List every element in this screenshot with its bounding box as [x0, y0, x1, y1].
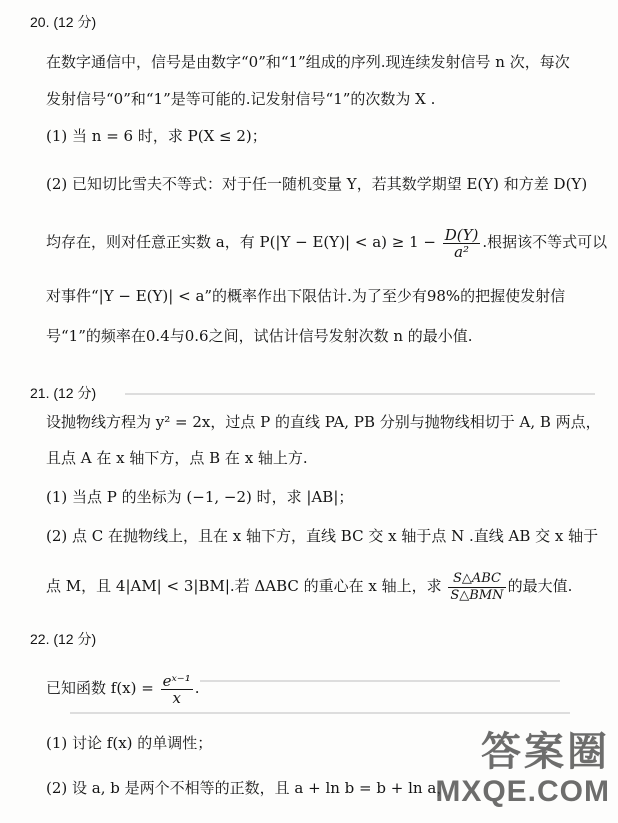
q22-part1: (1) 讨论 f(x) 的单调性； — [46, 734, 213, 752]
q21-part2-line2 — [46, 566, 608, 606]
fraction-numerator: eˣ⁻¹ — [162, 671, 191, 690]
q21-part2-line1: (2) 点 C 在抛物线上，且在 x 轴下方，直线 BC 交 x 轴于点 N .直线 AB 交 x 轴于 — [46, 527, 599, 545]
q21-area-ratio-fraction — [448, 571, 505, 604]
scan-artifact — [200, 680, 560, 682]
q22-part2: (2) 设 a, b 是两个不相等的正数，且 a + ln b = b + ln a， — [46, 779, 452, 797]
q22-function-fraction — [161, 673, 193, 706]
q22-stem — [46, 668, 608, 708]
q20-heading: 20. (12 分) — [30, 14, 97, 30]
q20-part2-line1: (2) 已知切比雪夫不等式：对于任一随机变量 Y，若其数学期望 E(Y) 和方差 D(Y) — [46, 175, 588, 193]
scan-artifact — [70, 712, 570, 714]
q21-condition-text: 点 M，且 4|AM| < 3|BM|.若 ΔABC 的重心在 x 轴上，求 — [46, 577, 442, 595]
q21-part1: (1) 当点 P 的坐标为 (−1, −2) 时，求 |AB|； — [46, 488, 354, 506]
q21-heading: 21. (12 分) — [30, 385, 97, 401]
fraction-denominator: S△BMN — [450, 587, 504, 603]
watermark-url: MXQE.COM — [435, 775, 610, 808]
fraction-numerator: D(Y) — [444, 225, 479, 244]
q22-function-text: 已知函数 f(x) = — [46, 679, 154, 697]
q20-part2-line3: 对事件“|Y − E(Y)| < a”的概率作出下限估计.为了至少有98%的把握使发射信 — [46, 287, 566, 305]
q20-variance-fraction — [443, 227, 481, 260]
q20-stem-line2: 发射信号“0”和“1”是等可能的.记发射信号“1”的次数为 X . — [46, 90, 436, 108]
q20-stem-line1: 在数字通信中，信号是由数字“0”和“1”组成的序列.现连续发射信号 n 次，每次 — [46, 53, 570, 71]
scan-artifact — [125, 393, 595, 395]
q21-stem-line2: 且点 A 在 x 轴下方，点 B 在 x 轴上方. — [46, 449, 308, 467]
fraction-denominator: x — [172, 688, 181, 707]
q22-function-tail: . — [194, 679, 200, 697]
q20-part1: (1) 当 n = 6 时，求 P(X ≤ 2)； — [46, 127, 267, 145]
fraction-denominator: a² — [454, 242, 470, 261]
q22-heading: 22. (12 分) — [30, 631, 97, 647]
q20-part2-line2 — [46, 222, 608, 262]
q20-inequality-text: 均存在，则对任意正实数 a，有 P(|Y − E(Y)| < a) ≥ 1 − — [46, 233, 436, 251]
watermark-logo-text: 答案圈 — [481, 730, 610, 774]
q20-part2-line4: 号“1”的频率在0.4与0.6之间，试估计信号发射次数 n 的最小值. — [46, 327, 473, 345]
fraction-numerator: S△ABC — [448, 571, 505, 588]
q21-stem-line1: 设抛物线方程为 y² = 2x，过点 P 的直线 PA, PB 分别与抛物线相切于 A, B 两点， — [46, 413, 601, 431]
q20-inequality-tail: .根据该不等式可以 — [482, 233, 608, 251]
q21-condition-tail: 的最大值. — [507, 577, 573, 595]
